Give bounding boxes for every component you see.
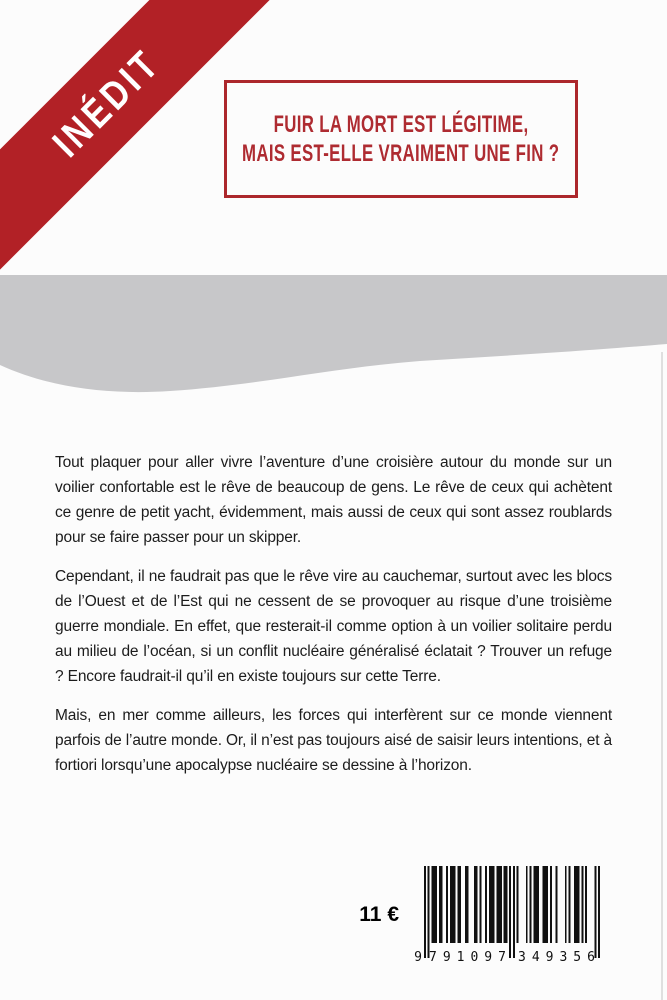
wave-shape (0, 275, 667, 392)
ribbon-label: INÉDIT (44, 40, 169, 166)
headline-line-1: FUIR LA MORT EST LÉGITIME, (273, 110, 529, 138)
headline-box (224, 80, 578, 198)
barcode-digits (398, 950, 603, 966)
barcode-group2-digits: 349356 (518, 950, 601, 965)
barcode-group1-digits: 791097 (429, 950, 512, 965)
synopsis-paragraph-2: Cependant, il ne faudrait pas que le rêve vire au cauchemar, surtout avec les blocs de l’Ouest et de l’Est qui ne cessent de se provoquer au risque d’une troisième guerre mondiale. En effet, que resterait-il comme option à un voilier solitaire perdu au milieu de l’océan, si un conflit nucléaire généralisé éclatait ? Trouver un refuge ? Encore faudrait-il qu’il en existe toujours sur cette Terre. (55, 568, 612, 685)
synopsis-paragraph-1: Tout plaquer pour aller vivre l’aventure d’une croisière autour du monde sur un voilier confortable est le rêve de beaucoup de gens. Le rêve de ceux qui achètent ce genre de petit yacht, évidemment, mais aussi de ceux qui sont assez roublards pour se faire passer pour un skipper. (55, 454, 612, 546)
price-label: 11 € (359, 903, 399, 926)
synopsis-text (55, 450, 612, 792)
barcode-bars (424, 866, 600, 958)
headline-line-2: MAIS EST-ELLE VRAIMENT UNE FIN ? (242, 139, 560, 167)
barcode-prefix-digit: 9 (414, 950, 422, 965)
page-edge-line (661, 352, 663, 1000)
synopsis-paragraph-3: Mais, en mer comme ailleurs, les forces qui interfèrent sur ce monde viennent parfois de l’autre monde. Or, il n’est pas toujours aisé de saisir leurs intentions, et à fortiori lorsqu’une apocalypse nucléaire se dessine à l’horizon. (55, 707, 613, 774)
